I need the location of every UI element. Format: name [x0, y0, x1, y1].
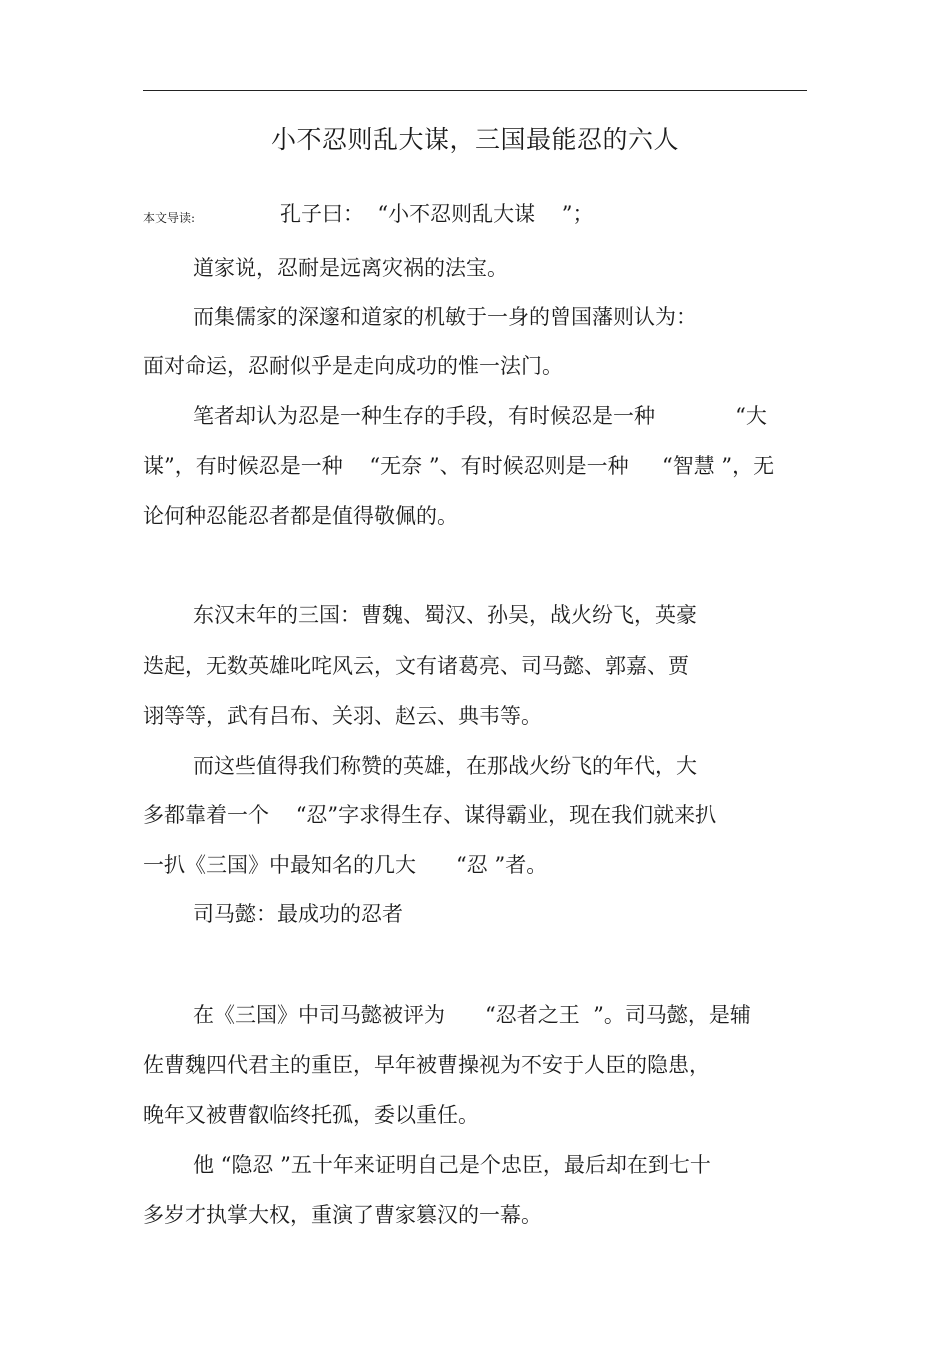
paragraph-line: 在《三国》中司马懿被评为 “忍者之王 ”。司马懿，是辅 [193, 1003, 751, 1027]
header-rule [143, 90, 807, 91]
paragraph-line: 他 “隐忍 ”五十年来证明自己是个忠臣，最后却在到七十 [193, 1153, 711, 1177]
paragraph-line: 而集儒家的深邃和道家的机敏于一身的曾国藩则认为： [193, 305, 697, 329]
paragraph-line: 笔者却认为忍是一种生存的手段，有时候忍是一种 “大 [193, 404, 767, 428]
intro-label: 本文导读: [143, 211, 196, 225]
paragraph-line: 多都靠着一个 “忍”字求得生存、谋得霸业，现在我们就来扒 [143, 803, 717, 827]
paragraph-line: 面对命运，忍耐似乎是走向成功的惟一法门。 [143, 354, 563, 378]
paragraph-line: 佐曹魏四代君主的重臣，早年被曹操视为不安于人臣的隐患， [143, 1053, 710, 1077]
paragraph-line: 论何种忍能忍者都是值得敬佩的。 [143, 504, 458, 528]
paragraph-line: 东汉末年的三国：曹魏、蜀汉、孙吴，战火纷飞，英豪 [193, 603, 697, 627]
paragraph-line: 多岁才执掌大权，重演了曹家篡汉的一幕。 [143, 1203, 542, 1227]
paragraph-line: 一扒《三国》中最知名的几大 “忍 ”者。 [143, 853, 548, 877]
article-title: 小不忍则乱大谋，三国最能忍的六人 [270, 125, 679, 154]
paragraph-line: 迭起，无数英雄叱咤风云，文有诸葛亮、司马懿、郭嘉、贾 [143, 654, 689, 678]
paragraph-line: 晚年又被曹叡临终托孤，委以重任。 [143, 1103, 479, 1127]
paragraph-line: 道家说，忍耐是远离灾祸的法宝。 [193, 256, 508, 280]
section-heading: 司马懿：最成功的忍者 [193, 902, 403, 926]
paragraph-line: 而这些值得我们称赞的英雄，在那战火纷飞的年代，大 [193, 754, 697, 778]
paragraph-line: 诩等等，武有吕布、关羽、赵云、典韦等。 [143, 704, 542, 728]
paragraph-line: 谋”，有时候忍是一种 “无奈 ”、有时候忍则是一种 “智慧 ”，无 [143, 454, 775, 478]
intro-quote: 孔子曰： “小不忍则乱大谋 ”； [280, 202, 594, 226]
